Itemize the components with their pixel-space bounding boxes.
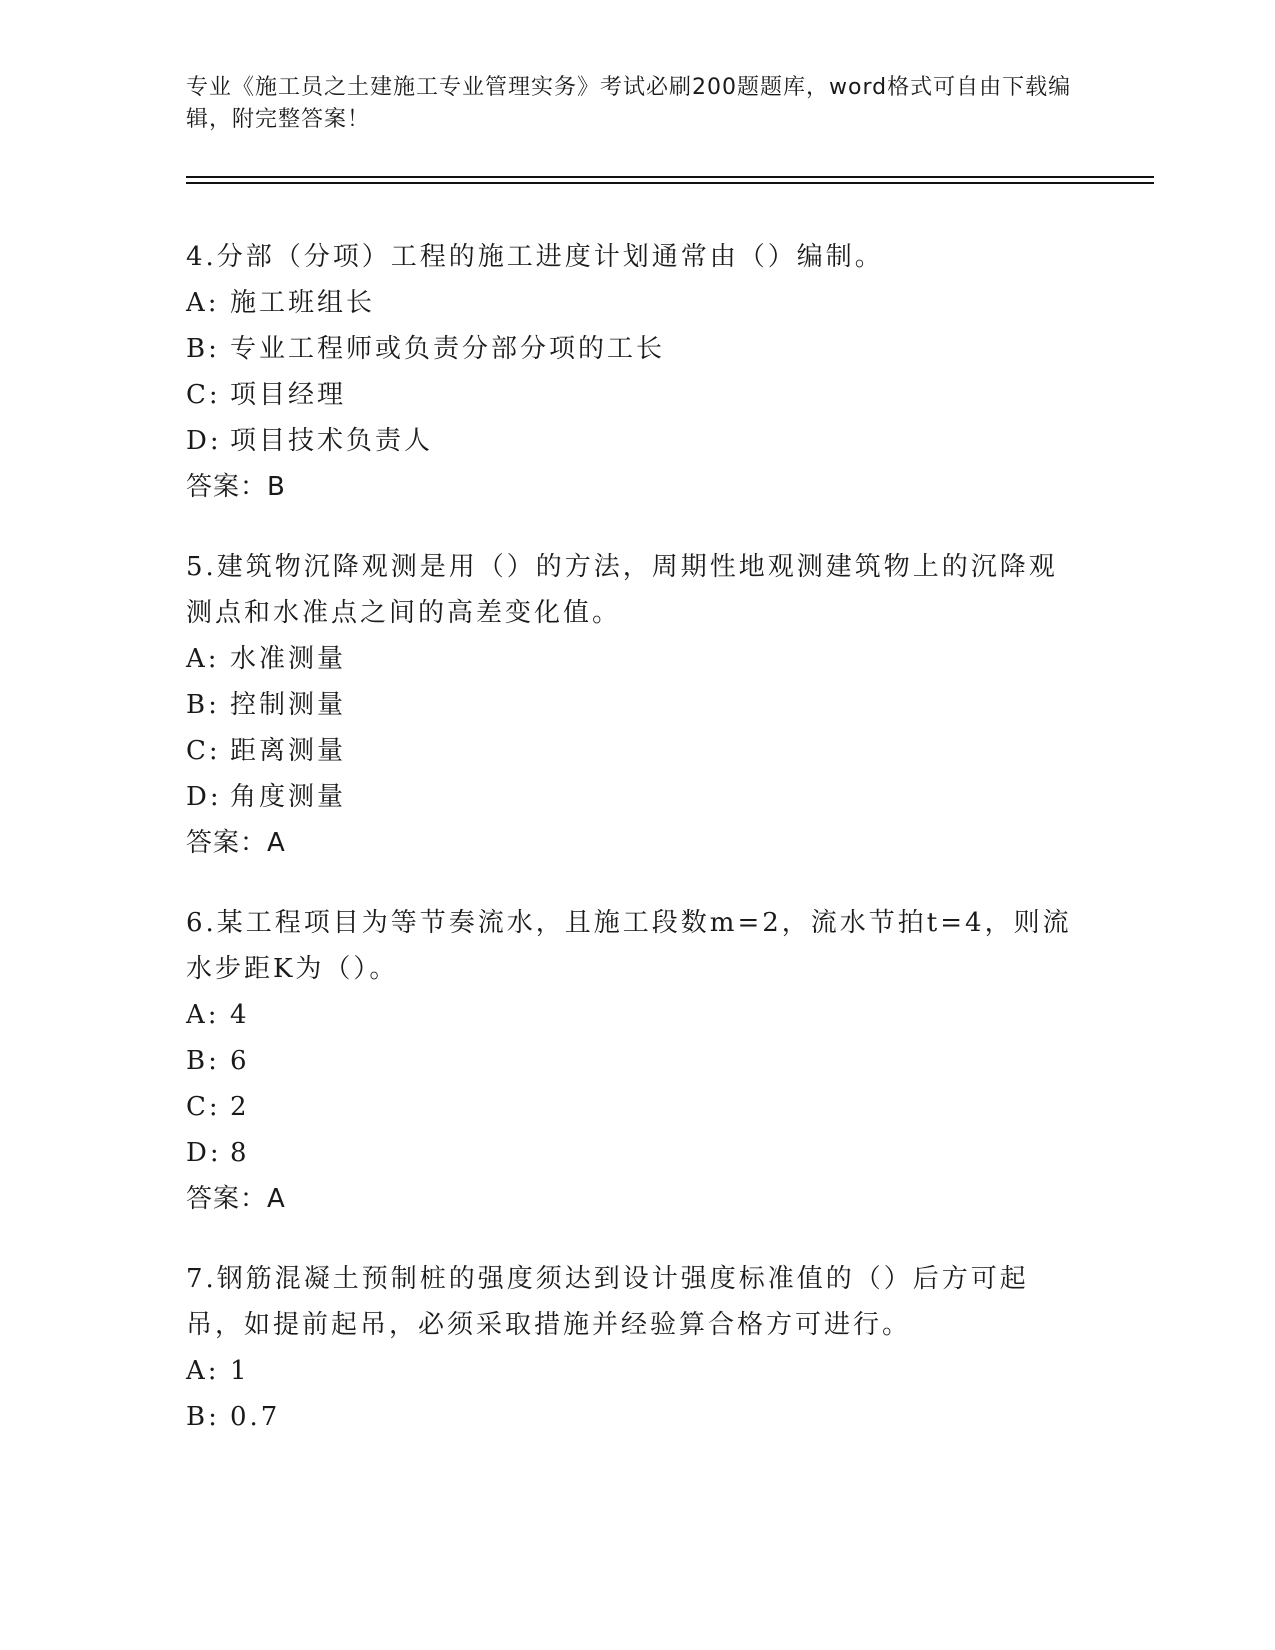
option-text: 6 (230, 1046, 250, 1076)
option-key: D: (186, 782, 222, 812)
question-text: 4.分部（分项）工程的施工进度计划通常由（）编制。 (186, 242, 884, 272)
option-text: 施工班组长 (230, 288, 376, 318)
option-c (186, 728, 1086, 774)
option-c (186, 1084, 1086, 1130)
option-text: 控制测量 (230, 690, 347, 720)
option-key: B: (186, 690, 220, 720)
option-key: C: (186, 1092, 221, 1122)
option-key: A: (186, 644, 220, 674)
question-text: 6.某工程项目为等节奏流水，且施工段数m=2，流水节拍t=4，则流水步距K为（）。 (186, 908, 1072, 984)
option-a (186, 636, 1086, 682)
question-text: 7.钢筋混凝土预制桩的强度须达到设计强度标准值的（）后方可起吊，如提前起吊，必须采取措施并经验算合格方可进行。 (186, 1264, 1029, 1340)
option-text: 专业工程师或负责分部分项的工长 (230, 334, 666, 364)
option-text: 0.7 (230, 1402, 281, 1432)
option-a (186, 992, 1086, 1038)
question-7 (186, 1256, 1086, 1440)
document-header: 专业《施工员之土建施工专业管理实务》考试必刷200题题库，word格式可自由下载编辑，附完整答案！ (186, 75, 1072, 132)
option-d (186, 774, 1086, 820)
option-key: A: (186, 288, 220, 318)
option-text: 水准测量 (230, 644, 347, 674)
option-text: 距离测量 (230, 736, 347, 766)
option-key: D: (186, 426, 222, 456)
option-b (186, 682, 1086, 728)
question-text: 5.建筑物沉降观测是用（）的方法，周期性地观测建筑物上的沉降观测点和水准点之间的高差变化值。 (186, 552, 1058, 628)
option-text: 1 (230, 1356, 250, 1386)
option-b (186, 1394, 1086, 1440)
option-b (186, 326, 1086, 372)
option-text: 8 (230, 1138, 250, 1168)
answer: 答案：B (186, 472, 286, 502)
option-text: 项目技术负责人 (230, 426, 434, 456)
question-list (186, 234, 1086, 1474)
header-divider-bottom (186, 182, 1154, 184)
option-d (186, 1130, 1086, 1176)
answer: 答案：A (186, 828, 286, 858)
option-text: 4 (230, 1000, 250, 1030)
option-text: 2 (230, 1092, 250, 1122)
answer: 答案：A (186, 1184, 286, 1214)
option-c (186, 372, 1086, 418)
option-text: 项目经理 (230, 380, 347, 410)
question-4 (186, 234, 1086, 510)
option-key: D: (186, 1138, 222, 1168)
option-key: A: (186, 1356, 220, 1386)
question-5 (186, 544, 1086, 866)
option-key: C: (186, 736, 221, 766)
option-b (186, 1038, 1086, 1084)
option-text: 角度测量 (230, 782, 347, 812)
option-a (186, 1348, 1086, 1394)
option-key: B: (186, 1402, 220, 1432)
option-d (186, 418, 1086, 464)
option-key: B: (186, 334, 220, 364)
header-divider-top (186, 176, 1154, 178)
question-6 (186, 900, 1086, 1222)
option-key: A: (186, 1000, 220, 1030)
option-a (186, 280, 1086, 326)
option-key: C: (186, 380, 221, 410)
option-key: B: (186, 1046, 220, 1076)
